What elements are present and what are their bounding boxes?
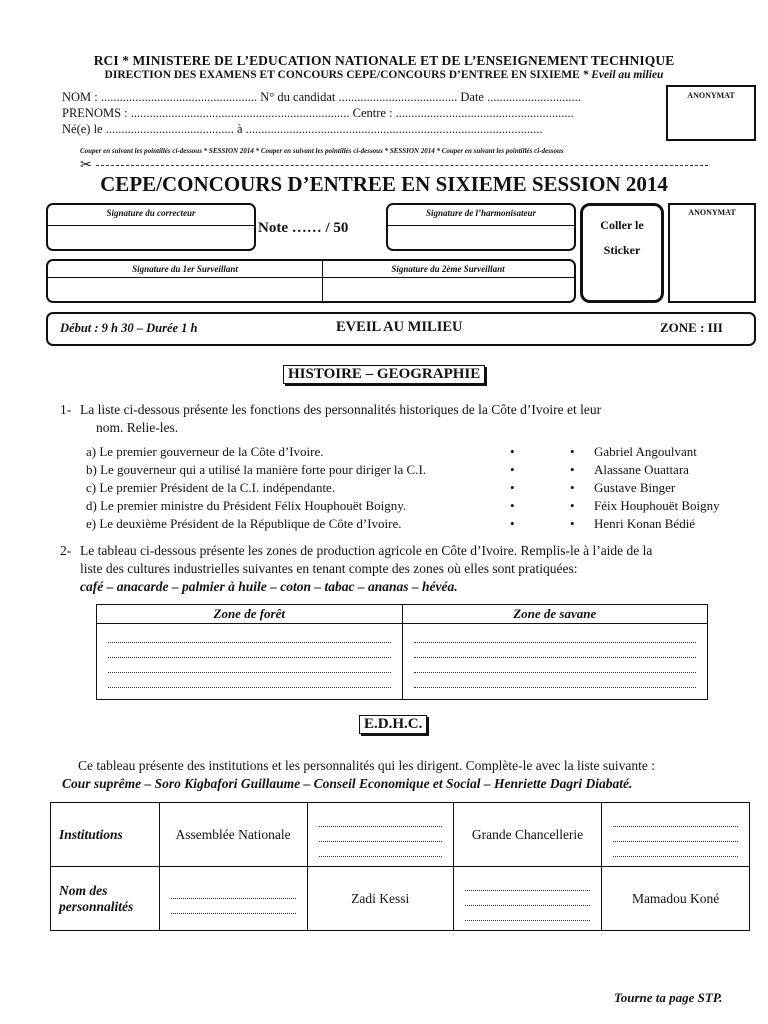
cut-instruction: Couper en suivant les pointillés ci-dessous * SESSION 2014 * Couper en suivant les pointillés ci-dessous * SESSION 2014 * Couper en suivant les pointillés ci-dessous bbox=[80, 147, 564, 155]
q3-text: Ce tableau présente des institutions et les personnalités qui les dirigent. Complète-le avec la liste suivante : bbox=[78, 758, 655, 773]
match-dot-left[interactable]: • bbox=[510, 480, 515, 495]
section-histoire-geographie: HISTOIRE – GEOGRAPHIE bbox=[283, 365, 485, 384]
exam-time: Début : 9 h 30 – Durée 1 h bbox=[60, 321, 198, 335]
matching-list bbox=[86, 444, 746, 534]
institution-blank-cell[interactable] bbox=[602, 803, 750, 867]
institution-blank-cell[interactable] bbox=[307, 803, 453, 867]
match-dot-right[interactable]: • bbox=[570, 462, 575, 477]
correcteur-box bbox=[46, 203, 256, 251]
correcteur-label: Signature du correcteur bbox=[106, 208, 196, 218]
anonymat-label-bottom: ANONYMAT bbox=[688, 208, 736, 217]
match-left: b) Le gouverneur qui a utilisé la manière forte pour diriger la C.I. bbox=[86, 462, 427, 477]
zone-foret-header: Zone de forêt bbox=[97, 605, 403, 624]
match-right: Henri Konan Bédié bbox=[594, 516, 696, 531]
coller-label: Coller le bbox=[600, 218, 644, 232]
match-left: e) Le deuxième Président de la République de Côte d’Ivoire. bbox=[86, 516, 402, 531]
exam-title: CEPE/CONCOURS D’ENTREE EN SIXIEME SESSION 2014 bbox=[100, 172, 668, 196]
personnalite-cell: Mamadou Koné bbox=[602, 867, 750, 931]
direction-suffix: * Eveil au milieu bbox=[582, 69, 664, 81]
match-dot-right[interactable]: • bbox=[570, 480, 575, 495]
match-right: Gustave Binger bbox=[594, 480, 676, 495]
anonymat-box-bottom bbox=[668, 203, 756, 303]
anonymat-box-top bbox=[666, 85, 756, 141]
anonymat-label-top: ANONYMAT bbox=[687, 91, 735, 100]
match-left: a) Le premier gouverneur de la Côte d’Ivoire. bbox=[86, 444, 324, 459]
match-dot-left[interactable]: • bbox=[510, 516, 515, 531]
q2-text-line1: Le tableau ci-dessous présente les zones de production agricole en Côte d’Ivoire. Remplis-le à l’aide de la bbox=[80, 543, 653, 558]
exam-zone: ZONE : III bbox=[660, 320, 723, 335]
match-dot-left[interactable]: • bbox=[510, 444, 515, 459]
match-row bbox=[86, 480, 746, 498]
personnalite-blank-cell[interactable] bbox=[159, 867, 307, 931]
harmonisateur-label: Signature de l’harmonisateur bbox=[425, 208, 537, 218]
q2-text-line2: liste des cultures industrielles suivantes en tenant compte des zones où elles sont pratiquées: bbox=[80, 561, 578, 576]
match-dot-left[interactable]: • bbox=[510, 462, 515, 477]
q1-text-line1: La liste ci-dessous présente les fonctions des personnalités historiques de la Côte d’Ivoire et leur bbox=[80, 402, 602, 417]
q2-crop-list: café – anacarde – palmier à huile – coton – tabac – ananas – hévéa. bbox=[80, 579, 458, 594]
direction-header bbox=[0, 69, 768, 81]
scissors-icon: ✂ bbox=[80, 158, 92, 173]
institution-cell: Assemblée Nationale bbox=[159, 803, 307, 867]
direction-text: DIRECTION DES EXAMENS ET CONCOURS CEPE/CONCOURS D’ENTREE EN SIXIEME bbox=[104, 69, 580, 81]
q3-list: Cour suprême – Soro Kigbafori Guillaume – Conseil Economique et Social – Henriette Dagri Diabaté. bbox=[62, 776, 633, 791]
sticker-box bbox=[580, 203, 664, 303]
institution-cell: Grande Chancellerie bbox=[453, 803, 601, 867]
match-left: c) Le premier Président de la C.I. indépendante. bbox=[86, 480, 336, 495]
match-right: Gabriel Angoulvant bbox=[594, 444, 697, 459]
q2-number: 2- bbox=[60, 543, 72, 558]
surveillants-box bbox=[46, 259, 576, 303]
personnalite-blank-cell[interactable] bbox=[453, 867, 601, 931]
match-row bbox=[86, 498, 746, 516]
sticker-label: Sticker bbox=[603, 243, 641, 257]
match-row bbox=[86, 516, 746, 534]
nom-field: NOM : .................................................. N° du candidat ...................................... Date .............................. bbox=[62, 90, 581, 104]
exam-info-bar bbox=[46, 312, 756, 346]
match-dot-left[interactable]: • bbox=[510, 498, 515, 513]
q1-text-line2: nom. Relie-les. bbox=[96, 420, 179, 435]
zone-foret-answer[interactable] bbox=[97, 624, 403, 700]
personnalite-cell: Zadi Kessi bbox=[307, 867, 453, 931]
exam-subject: EVEIL AU MILIEU bbox=[336, 319, 463, 335]
match-row bbox=[86, 462, 746, 480]
match-right: Féix Houphouët Boigny bbox=[594, 498, 720, 513]
surveillant2-label: Signature du 2ème Surveillant bbox=[391, 264, 505, 274]
match-dot-right[interactable]: • bbox=[570, 498, 575, 513]
ministry-header: RCI * MINISTERE DE L’EDUCATION NATIONALE ET DE L’ENSEIGNEMENT TECHNIQUE bbox=[93, 53, 675, 68]
match-left: d) Le premier ministre du Président Félix Houphouët Boigny. bbox=[86, 498, 407, 513]
prenoms-field: PRENOMS : ...................................................................... Centre : ......................................................... bbox=[62, 106, 574, 120]
institutions-table bbox=[50, 802, 750, 931]
surveillant1-label: Signature du 1er Surveillant bbox=[132, 264, 238, 274]
match-dot-right[interactable]: • bbox=[570, 444, 575, 459]
personnalites-label: Nom des personnalités bbox=[51, 867, 160, 931]
institutions-label: Institutions bbox=[51, 803, 160, 867]
naissance-field: Né(e) le ......................................... à ............................................................................................... bbox=[62, 122, 543, 136]
zone-savane-answer[interactable] bbox=[402, 624, 708, 700]
zone-savane-header: Zone de savane bbox=[402, 605, 708, 624]
q1-number: 1- bbox=[60, 402, 72, 417]
note-field: Note …… / 50 bbox=[258, 220, 349, 236]
match-dot-right[interactable]: • bbox=[570, 516, 575, 531]
harmonisateur-box bbox=[386, 203, 576, 251]
match-row bbox=[86, 444, 746, 462]
cut-dashed-line bbox=[96, 165, 708, 166]
page-footer: Tourne ta page STP. bbox=[614, 990, 723, 1005]
match-right: Alassane Ouattara bbox=[594, 462, 689, 477]
section-edhc: E.D.H.C. bbox=[359, 715, 427, 734]
zones-table bbox=[96, 604, 708, 700]
